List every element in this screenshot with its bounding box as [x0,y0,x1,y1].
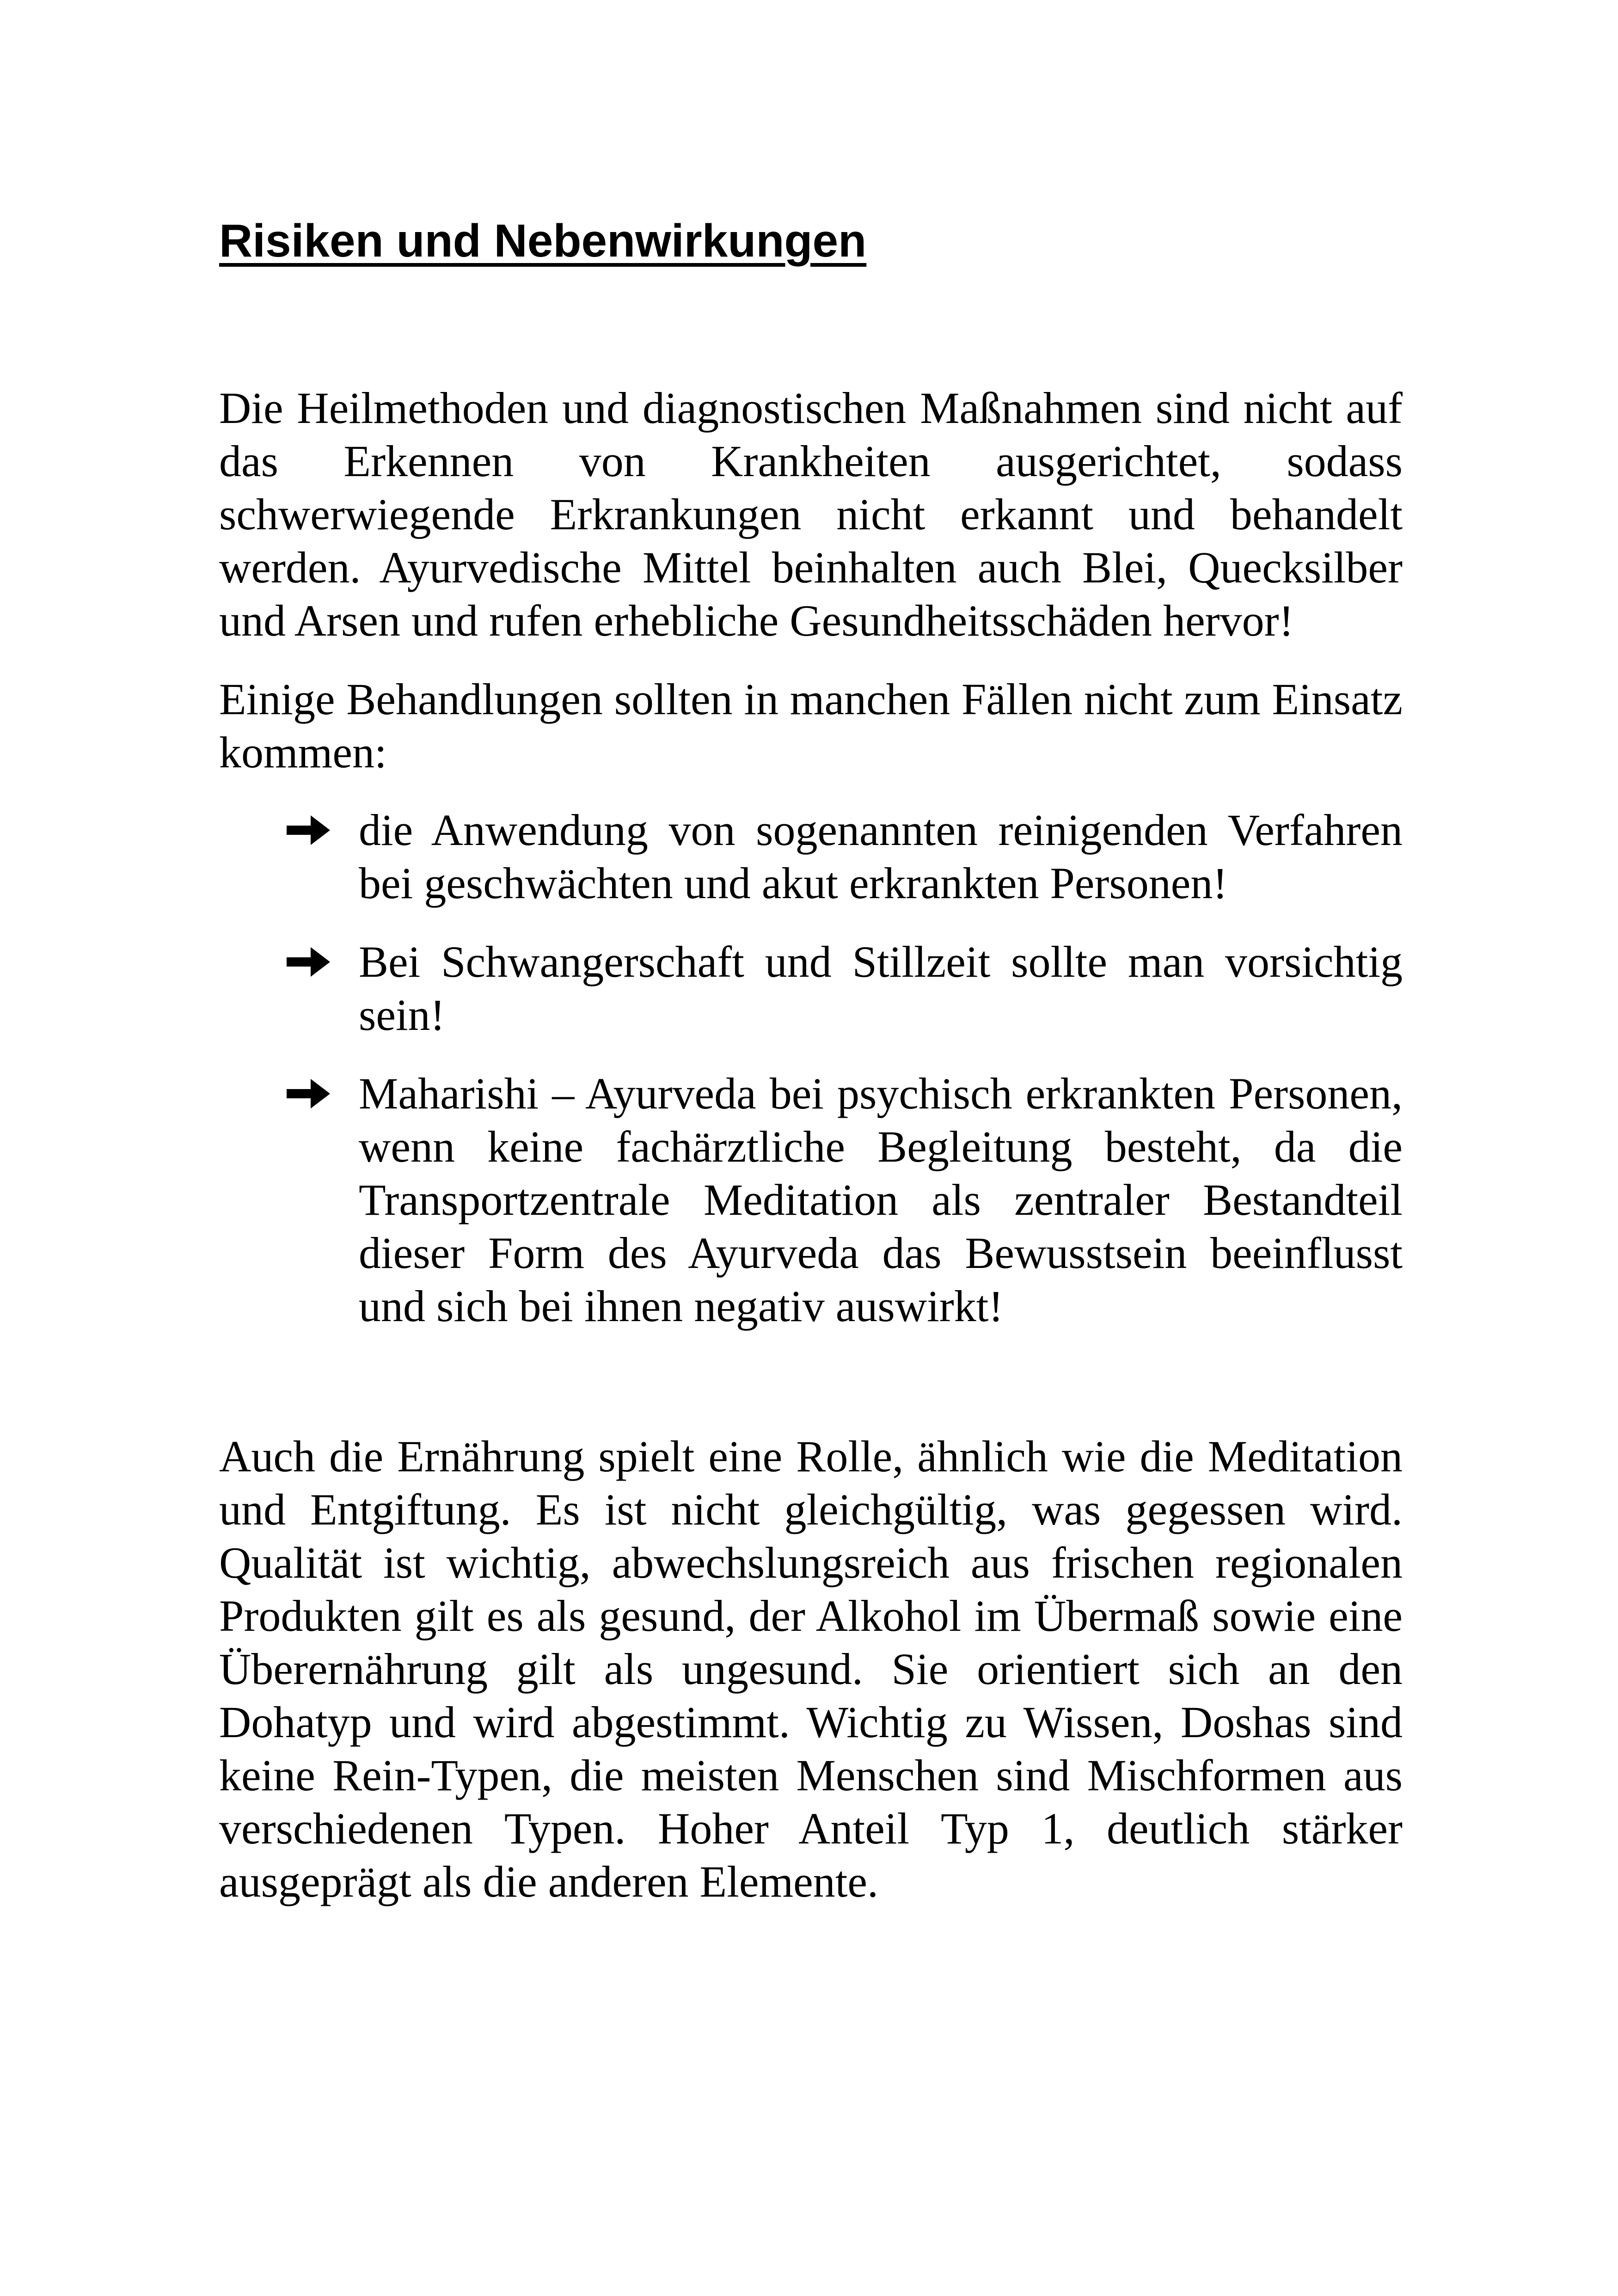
bullet-text: Bei Schwangerschaft und Stillzeit sollte man vorsichtig sein! [359,937,1403,1040]
bullet-text: die Anwendung von sogenannten reinigenden Verfahren bei geschwächten und akut erkrankten Personen! [359,805,1403,908]
list-item [287,803,1403,910]
bullet-list [287,803,1403,1358]
paragraph-nutrition: Auch die Ernährung spielt eine Rolle, ähnlich wie die Meditation und Entgiftung. Es ist nicht gleichgültig, was gegessen wird. Qualität ist wichtig, abwechslungsreich aus frischen regionalen Produkten gilt es als gesund, der Alkohol im Übermaß sowie eine Überernährung gilt als ungesund. Sie orientiert sich an den Dohatyp und wird abgestimmt. Wichtig zu Wissen, Doshas sind keine Rein-Typen, die meisten Menschen sind Mischformen aus verschiedenen Typen. Hoher Anteil Typ 1, deutlich stärker ausgeprägt als die anderen Elemente. [219,1432,1403,1906]
page-title: Risiken und Nebenwirkungen [219,215,867,267]
right-arrow-icon [287,803,359,857]
bullet-text: Maharishi – Ayurveda bei psychisch erkrankten Personen, wenn keine fachärztliche Begleitung besteht, da die Transportzentrale Meditation als zentraler Bestandteil dieser Form des Ayurveda das Bewusstsein beeinflusst und sich bei ihnen negativ auswirkt! [359,1069,1403,1331]
list-item [287,935,1403,1041]
right-arrow-icon [287,935,359,988]
list-item [287,1067,1403,1333]
right-arrow-icon [287,1067,359,1120]
paragraph-treatments: Einige Behandlungen sollten in manchen Fällen nicht zum Einsatz kommen: [219,674,1403,777]
paragraph-intro: Die Heilmethoden und diagnostischen Maßnahmen sind nicht auf das Erkennen von Krankheiten ausgerichtet, sodass schwerwiegende Erkrankungen nicht erkannt und behandelt werden. Ayurvedische Mittel beinhalten auch Blei, Quecksilber und Arsen und rufen erhebliche Gesundheitsschäden hervor! [219,383,1403,645]
